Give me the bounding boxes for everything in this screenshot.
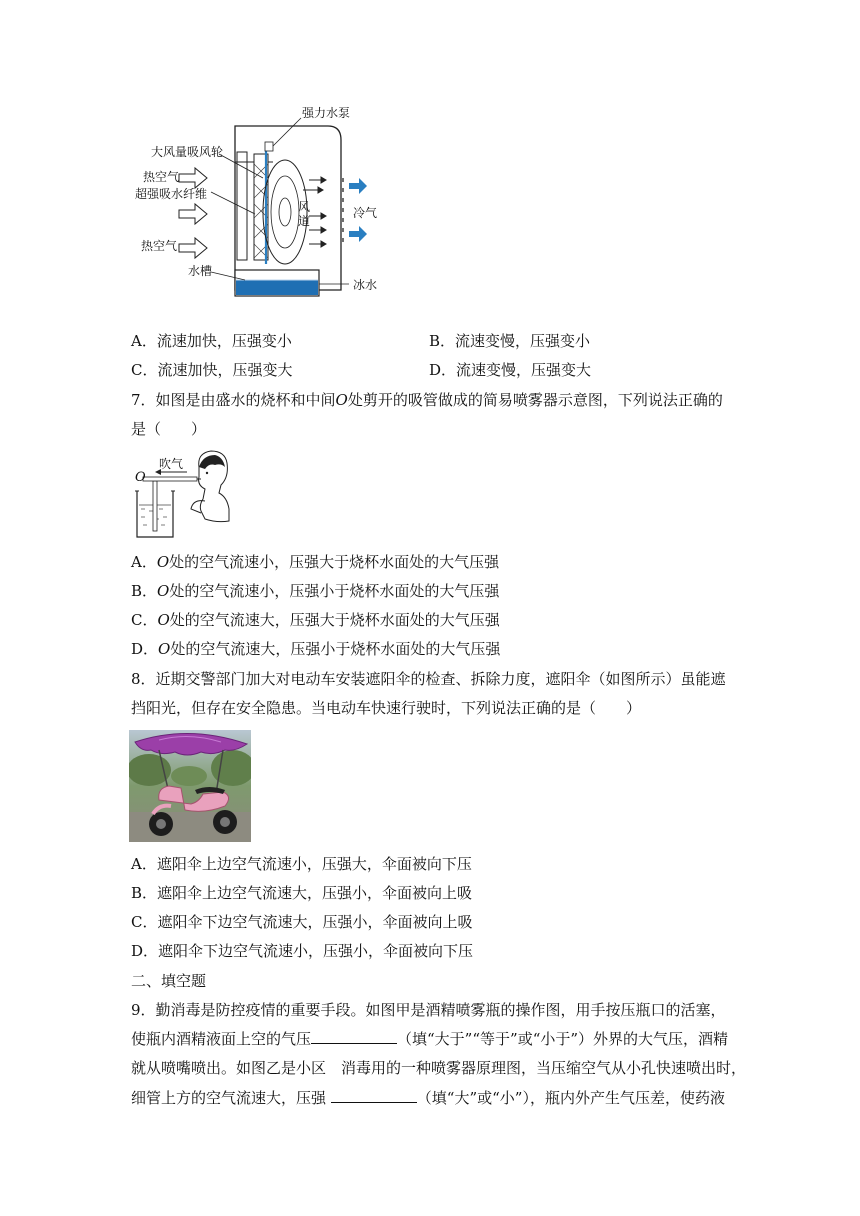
q7-stem-line1 [131, 390, 723, 410]
q7-option-d [131, 639, 500, 659]
q7-option-c [131, 610, 500, 630]
label-tank: 水槽 [188, 264, 213, 278]
q7-option-b-text: 处的空气流速小，压强小于烧杯水面处的大气压强 [169, 582, 500, 600]
q6-option-c: C．流速加快，压强变大 [131, 361, 293, 379]
label-cold-air: 冷气 [353, 206, 378, 220]
q8-option-d: D．遮阳伞下边空气流速小，压强小，伞面被向下压 [131, 942, 474, 960]
label-ice-water: 冰水 [353, 278, 378, 292]
label-hot-air-2: 热空气 [141, 239, 178, 253]
q7-option-a [131, 552, 499, 572]
q6-option-d: D．流速变慢，压强变大 [429, 361, 592, 379]
q7-option-b-letter: B． [131, 582, 158, 600]
q7-option-a-text: 处的空气流速小，压强大于烧杯水面处的大气压强 [169, 553, 500, 571]
q7-option-c-o: O [157, 611, 170, 629]
q6-option-a: A．流速加快，压强变小 [131, 332, 292, 350]
section-heading-fill-in: 二、填空题 [131, 972, 207, 990]
label-pump: 强力水泵 [302, 106, 351, 120]
q8-option-b: B．遮阳伞上边空气流速大，压强小，伞面被向上吸 [131, 884, 473, 902]
q9-blank-1[interactable] [311, 1029, 397, 1044]
sprayer-label-blow: 吹气 [159, 457, 184, 471]
q9-stem-line4 [131, 1088, 725, 1108]
q9-line4-text-a: 细管上方的空气流速大，压强 [131, 1089, 331, 1107]
q6-option-b: B．流速变慢，压强变小 [429, 332, 591, 350]
q8-option-c: C．遮阳伞下边空气流速大，压强小，伞面被向上吸 [131, 913, 473, 931]
q7-stem-text-a: 7．如图是由盛水的烧杯和中间 [131, 391, 336, 409]
q7-option-d-letter: D． [131, 640, 159, 658]
q8-stem-line2: 挡阳光，但存在安全隐患。当电动车快速行驶时，下列说法正确的是（ ） [131, 699, 642, 717]
q8-stem-line1: 8．近期交警部门加大对电动车安装遮阳伞的检查、拆除力度，遮阳伞（如图所示）虽能遮 [131, 670, 726, 688]
label-hot-air-1: 热空气 [143, 170, 180, 184]
q9-stem-line1: 9．勤消毒是防控疫情的重要手段。如图甲是酒精喷雾瓶的操作图，用手按压瓶口的活塞， [131, 1001, 726, 1019]
q9-line4-text-b: （填“大”或“小”），瓶内外产生气压差，使药液 [416, 1089, 725, 1107]
label-duct: 风 道 [298, 200, 311, 228]
sprayer-label-o: O [135, 470, 146, 485]
label-fiber: 超强吸水纤维 [135, 187, 208, 201]
q7-option-a-letter: A． [131, 553, 157, 571]
q7-stem-line2: 是（ ） [131, 420, 207, 438]
scooter-umbrella-photo [129, 730, 251, 842]
q7-option-a-o: O [156, 553, 170, 571]
q7-option-c-letter: C． [131, 611, 158, 629]
q7-option-b [131, 581, 499, 601]
q7-option-d-o: O [158, 640, 171, 658]
q7-stem-o: O [335, 391, 348, 409]
q7-option-d-text: 处的空气流速大，压强小于烧杯水面处的大气压强 [170, 640, 501, 658]
q9-line2-text-a: 使瓶内酒精液面上空的气压 [131, 1030, 312, 1048]
q7-option-c-text: 处的空气流速大，压强大于烧杯水面处的大气压强 [169, 611, 500, 629]
q7-stem-text-b: 处剪开的吸管做成的简易喷雾器示意图，下列说法正确的 [347, 391, 723, 409]
q9-stem-line3: 就从喷嘴喷出。如图乙是小区 消毒用的一种喷雾器原理图，当压缩空气从小孔快速喷出时， [131, 1059, 747, 1077]
q8-option-a: A．遮阳伞上边空气流速小，压强大，伞面被向下压 [131, 855, 472, 873]
label-fan: 大风量吸风轮 [151, 145, 224, 159]
q9-stem-line2 [131, 1029, 728, 1049]
q7-option-b-o: O [157, 582, 170, 600]
q9-line2-text-b: （填“大于”“等于”或“小于”）外界的大气压，酒精 [397, 1030, 729, 1048]
q9-blank-2[interactable] [331, 1088, 417, 1103]
